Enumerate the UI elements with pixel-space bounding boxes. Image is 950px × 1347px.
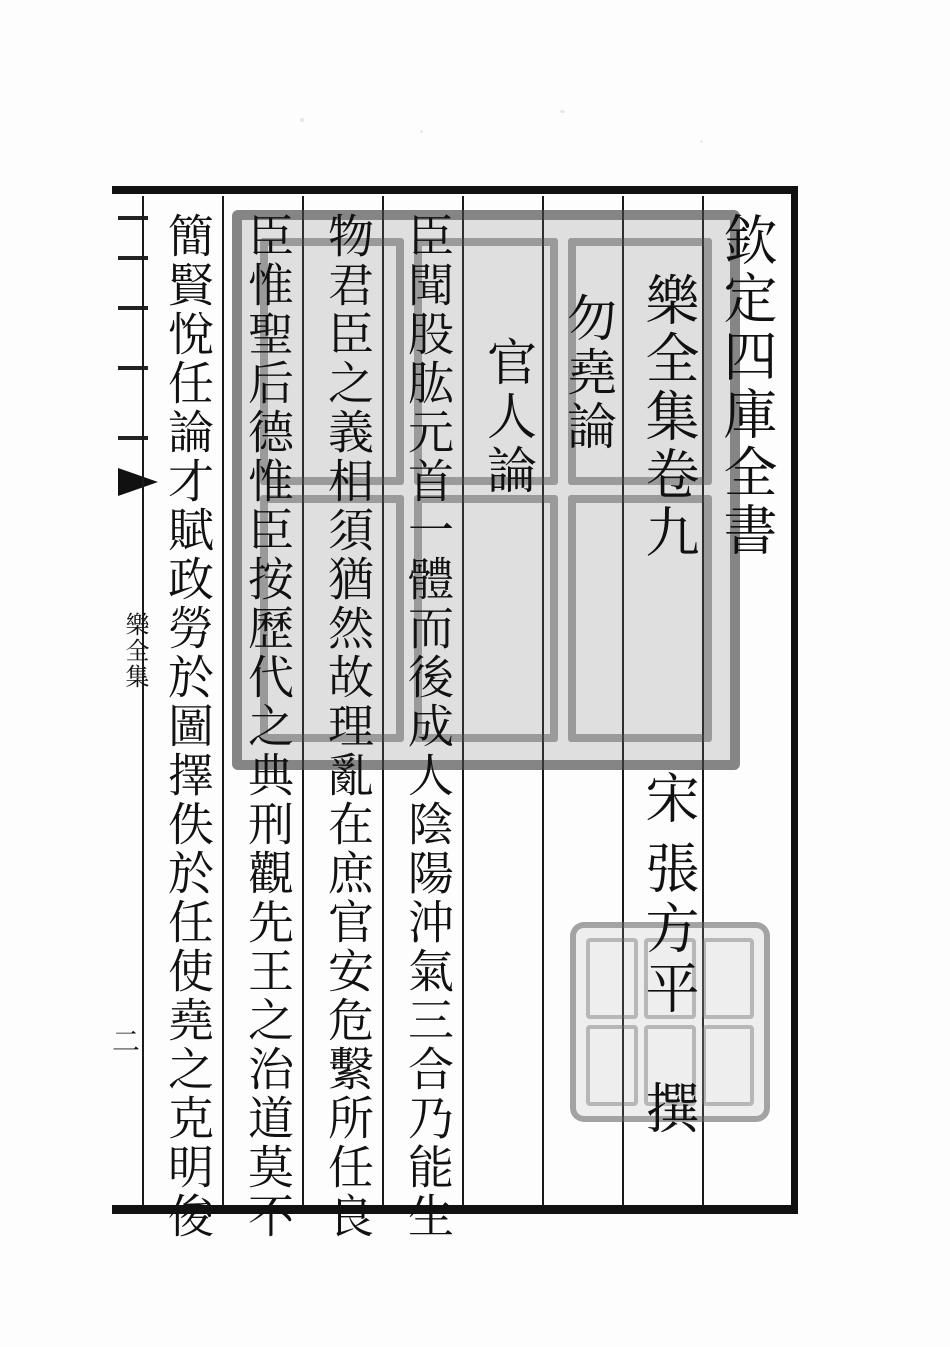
paper-speckle — [300, 118, 304, 122]
body-column-4: 簡賢悅任論才賦政勞於圖擇佚於任使堯之克明俊 — [161, 212, 215, 1241]
section-subtitle: 官人論 — [479, 336, 537, 498]
paper-speckle — [560, 110, 565, 113]
collection-title: 欽定四庫全書 — [715, 212, 778, 560]
paper-speckle — [700, 140, 703, 143]
volume-title: 樂全集卷九 — [637, 272, 700, 562]
section-title: 勿堯論 — [559, 292, 617, 454]
paper-speckle — [420, 130, 423, 133]
author-name: 張方平 撰 — [637, 840, 700, 1140]
previous-page-fragment — [112, 196, 152, 496]
margin-page-number: 二 — [112, 1025, 141, 1058]
body-column-1: 臣聞股肱元首一體而後成人陰陽沖氣三合乃能生 — [401, 212, 455, 1241]
body-column-2: 物君臣之義相須猶然故理亂在庶官安危繫所任良 — [321, 212, 375, 1241]
column-rule — [142, 196, 144, 1206]
author-dynasty: 宋 — [637, 770, 700, 828]
margin-book-title: 樂全集 — [121, 612, 149, 690]
body-column-3: 臣惟聖后德惟臣按歷代之典刑觀先王之治道莫不 — [241, 212, 295, 1241]
